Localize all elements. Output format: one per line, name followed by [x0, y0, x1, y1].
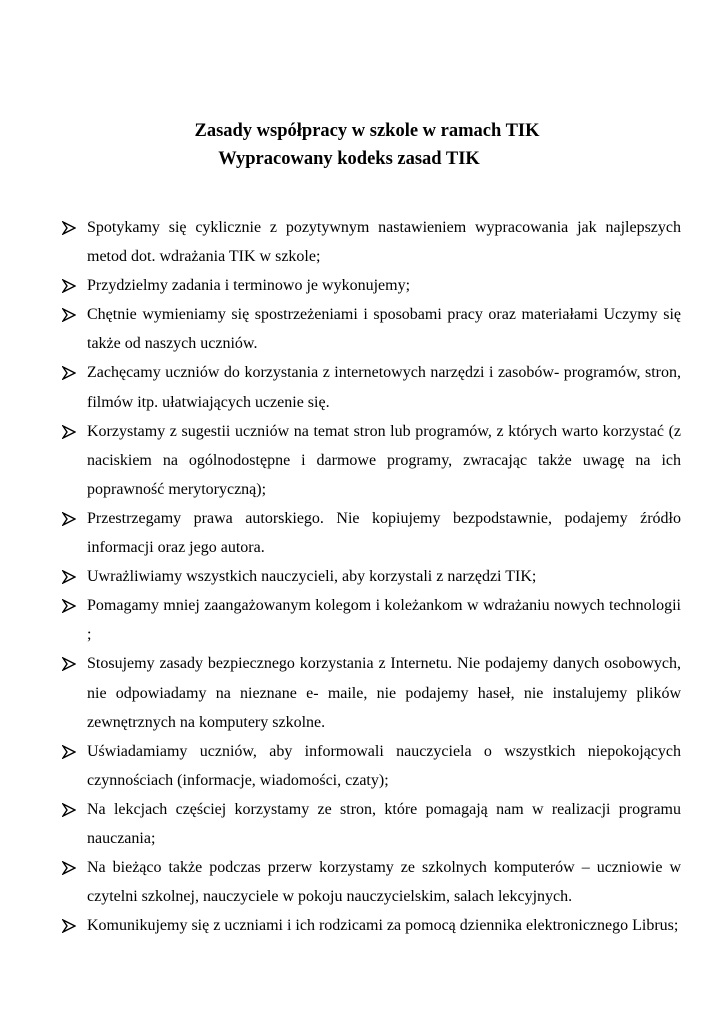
list-item-text: Uwrażliwiamy wszystkich nauczycieli, aby korzystali z narzędzi TIK;: [87, 568, 537, 586]
list-item-text: Chętnie wymieniamy się spostrzeżeniami i sposobami pracy oraz materiałami Uczymy się także od naszych uczniów.: [87, 306, 681, 353]
arrowhead-bullet-icon: [62, 300, 76, 329]
list-item-text: Stosujemy zasady bezpiecznego korzystania z Internetu. Nie podajemy danych osobowych, nie odpowiadamy na nieznane e- maile, nie podajemy haseł, nie instalujemy plików zewnętrznych na komputery szkolne.: [87, 655, 681, 731]
arrowhead-bullet-icon: [62, 737, 76, 766]
list-item-text: Komunikujemy się z uczniami i ich rodzicami za pomocą dziennika elektronicznego Librus;: [87, 917, 679, 935]
arrowhead-bullet-icon: [62, 417, 76, 446]
arrowhead-bullet-icon: [62, 853, 76, 882]
list-item-text: Na bieżąco także podczas przerw korzystamy ze szkolnych komputerów – uczniowie w czytelni szkolnej, nauczyciele w pokoju nauczycielskim, salach lekcyjnych.: [87, 859, 681, 906]
list-item-text: Przestrzegamy prawa autorskiego. Nie kopiujemy bezpodstawnie, podajemy źródło informacji oraz jego autora.: [87, 509, 681, 557]
list-item-text: Spotykamy się cyklicznie z pozytywnym nastawieniem wypracowania jak najlepszych metod dot. wdrażania TIK w szkole;: [87, 219, 681, 266]
list-item-text: Na lekcjach częściej korzystamy ze stron, które pomagają nam w realizacji programu nauczania;: [87, 800, 681, 847]
list-item-text: Zachęcamy uczniów do korzystania z internetowych narzędzi i zasobów- programów, stron, filmów itp. ułatwiających uczenie się.: [87, 364, 681, 411]
arrowhead-bullet-icon: [62, 562, 76, 591]
list-item: [62, 504, 681, 562]
document-title: Zasady współpracy w szkole w ramach TIK: [194, 121, 540, 141]
list-item: [62, 358, 681, 416]
list-item-text: Korzystamy z sugestii uczniów na temat stron lub programów, z których warto korzystać (z naciskiem na ogólnodostępne i darmowe programy, zwracając także uwagę na ich poprawność merytoryczną);: [87, 422, 681, 498]
list-item: [62, 649, 681, 736]
list-item: [62, 737, 681, 795]
list-item: [62, 417, 681, 504]
list-item: [62, 300, 681, 358]
arrowhead-bullet-icon: [62, 911, 76, 940]
arrowhead-bullet-icon: [62, 504, 76, 533]
list-item: [62, 853, 681, 911]
arrowhead-bullet-icon: [62, 591, 76, 620]
arrowhead-bullet-icon: [62, 213, 76, 242]
list-item-text: Przydzielmy zadania i terminowo je wykonujemy;: [87, 277, 411, 295]
list-item-text: Uświadamiamy uczniów, aby informowali nauczyciela o wszystkich niepokojących czynnościach (informacje, wiadomości, czaty);: [87, 742, 681, 789]
document-subtitle: Wypracowany kodeks zasad TIK: [218, 149, 480, 169]
list-item: [62, 911, 681, 940]
arrowhead-bullet-icon: [62, 358, 76, 387]
arrowhead-bullet-icon: [62, 795, 76, 824]
arrowhead-bullet-icon: [62, 649, 76, 678]
list-item: [62, 271, 681, 300]
list-item: [62, 795, 681, 853]
list-item: [62, 562, 681, 591]
list-item: [62, 213, 681, 271]
rules-list: [62, 213, 681, 940]
arrowhead-bullet-icon: [62, 271, 76, 300]
list-item-text: Pomagamy mniej zaangażowanym kolegom i koleżankom w wdrażaniu nowych technologii ;: [87, 597, 681, 644]
list-item: [62, 591, 681, 649]
